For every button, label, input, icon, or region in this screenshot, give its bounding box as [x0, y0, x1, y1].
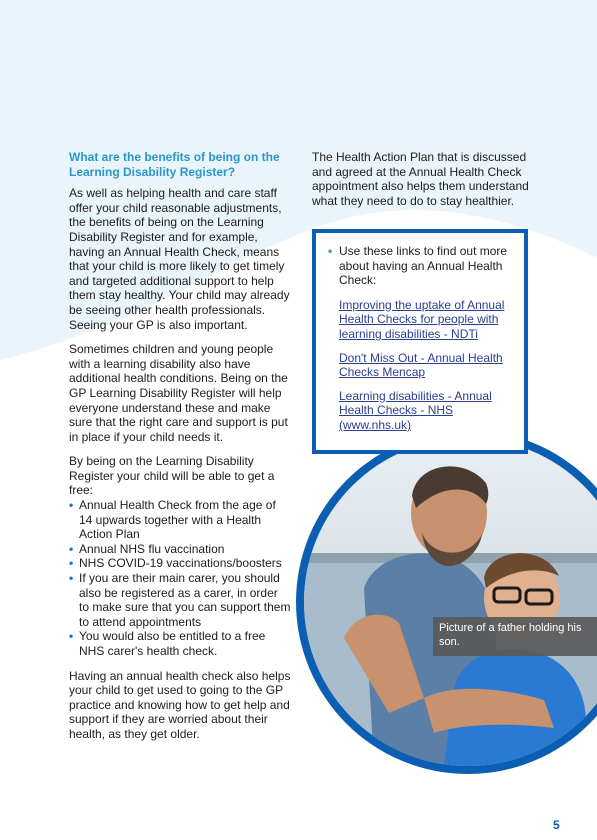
list-item: • You would also be entitled to a free NHS carer's health check. [69, 629, 291, 658]
annual-check-paragraph: Having an annual health check also helps your child to get used to going to the GP practice and knowing how to get help and support if they are worried about their health, as they get older. [69, 668, 291, 741]
page-number: 5 [553, 818, 560, 832]
links-intro: • Use these links to find out more about having an Annual Health Check: [328, 244, 508, 288]
list-item: • Annual Health Check from the age of 14 upwards together with a Health Action Plan [69, 498, 291, 542]
free-services-list [69, 498, 291, 659]
links-box [312, 229, 528, 454]
link-ndti[interactable]: Improving the uptake of Annual Health Checks for people with learning disabilities - NDTi [339, 297, 505, 341]
benefits-paragraph: As well as helping health and care staff offer your child reasonable adjustments, the benefits of being on the Learning Disability Register and for example, having an Annual Health Check, means that your child is more likely to get timely and targeted additional support to help them stay healthy. Your child may already be seeing other health professionals. Seeing your GP is also important. [69, 186, 290, 332]
right-column [312, 150, 534, 218]
list-item: • NHS COVID-19 vaccinations/boosters [69, 556, 291, 571]
section-heading: What are the benefits of being on the Learning Disability Register? [69, 150, 280, 179]
free-services-intro: By being on the Learning Disability Register your child will be able to get a free: [69, 454, 275, 498]
photo-caption: Picture of a father holding his son. [433, 617, 597, 656]
list-item: • Annual NHS flu vaccination [69, 542, 291, 557]
link-nhs[interactable]: Learning disabilities - Annual Health Checks - NHS (www.nhs.uk) [339, 388, 492, 432]
list-item: • If you are their main carer, you should also be registered as a carer, in order to make sure that you can support them to attend appointments [69, 571, 291, 629]
health-action-plan-paragraph: The Health Action Plan that is discussed and agreed at the Annual Health Check appointment also helps them understand what they need to do to stay healthier. [312, 150, 529, 208]
left-column [69, 150, 291, 752]
link-mencap[interactable]: Don't Miss Out - Annual Health Checks Mencap [339, 350, 503, 380]
health-conditions-paragraph: Sometimes children and young people with a learning disability also have additional health conditions. Being on the GP Learning Disability Register will help everyone understand these and make sure that the right care and support is put in place if your child needs it. [69, 342, 288, 444]
